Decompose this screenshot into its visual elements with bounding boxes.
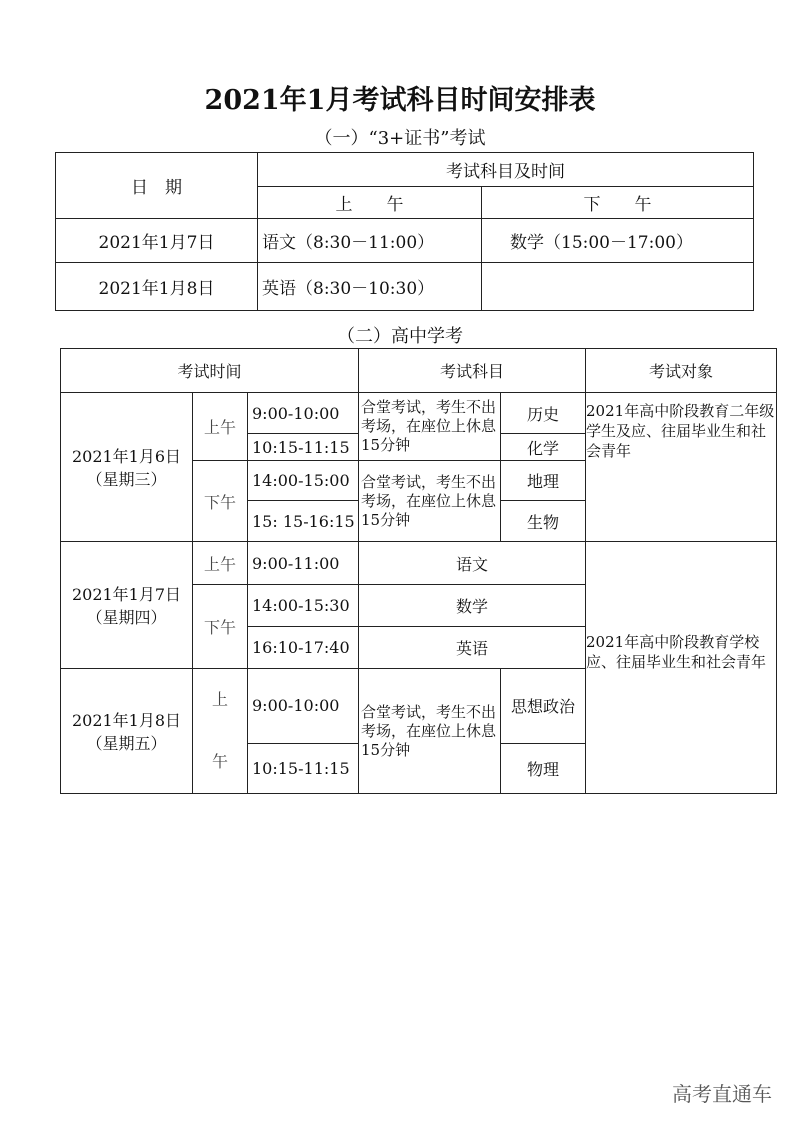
period-cell: 上午 xyxy=(193,393,248,461)
table-row xyxy=(56,263,754,311)
exam-table-xuekao xyxy=(60,348,777,794)
time-header: 考试时间 xyxy=(61,349,359,393)
watermark: 高考直通车 xyxy=(672,1082,772,1106)
date-cell: 2021年1月7日 xyxy=(56,219,258,263)
subject-cell: 数学 xyxy=(359,585,586,627)
period-cell: 上午 xyxy=(193,542,248,585)
note-cell: 合堂考试，考生不出考场，在座位上休息15分钟 xyxy=(359,461,501,542)
section1-heading: （一）“3+证书”考试 xyxy=(314,128,486,149)
am-cell: 语文（8:30－11:00） xyxy=(258,219,482,263)
exam-table-3plus xyxy=(55,152,754,311)
am-cell: 英语（8:30－10:30） xyxy=(258,263,482,311)
time-cell: 9:00-10:00 xyxy=(248,669,359,744)
time-cell: 16:10-17:40 xyxy=(248,627,359,669)
subjects-header: 考试科目及时间 xyxy=(258,153,754,187)
date-cell: 2021年1月8日 xyxy=(56,263,258,311)
subject-cell: 化学 xyxy=(501,434,586,461)
time-cell: 15: 15-16:15 xyxy=(248,501,359,542)
table-row xyxy=(56,219,754,263)
period-cell: 下午 xyxy=(193,461,248,542)
subject-cell: 物理 xyxy=(501,743,586,793)
time-cell: 14:00-15:30 xyxy=(248,585,359,627)
time-cell: 10:15-11:15 xyxy=(248,743,359,793)
date-header: 日 期 xyxy=(56,153,258,219)
subject-cell: 思想政治 xyxy=(501,669,586,744)
subject-cell: 生物 xyxy=(501,501,586,542)
target-header: 考试对象 xyxy=(586,349,777,393)
pm-cell xyxy=(482,263,754,311)
subject-header: 考试科目 xyxy=(359,349,586,393)
period-cell: 上 午 xyxy=(193,669,248,794)
period-cell: 下午 xyxy=(193,585,248,669)
note-cell: 合堂考试，考生不出考场，在座位上休息15分钟 xyxy=(359,669,501,794)
pm-cell: 数学（15:00－17:00） xyxy=(482,219,754,263)
date-cell: 2021年1月7日 （星期四） xyxy=(61,542,193,669)
target-cell: 2021年高中阶段教育二年级学生及应、往届毕业生和社会青年 xyxy=(586,393,777,542)
subject-cell: 历史 xyxy=(501,393,586,434)
subject-cell: 英语 xyxy=(359,627,586,669)
am-header: 上 午 xyxy=(258,187,482,219)
time-cell: 14:00-15:00 xyxy=(248,461,359,501)
subject-cell: 语文 xyxy=(359,542,586,585)
subject-cell: 地理 xyxy=(501,461,586,501)
time-cell: 10:15-11:15 xyxy=(248,434,359,461)
page-title: 2021年1月考试科目时间安排表 xyxy=(204,85,596,116)
note-cell: 合堂考试，考生不出考场，在座位上休息15分钟 xyxy=(359,393,501,461)
time-cell: 9:00-10:00 xyxy=(248,393,359,434)
target-cell: 2021年高中阶段教育学校应、往届毕业生和社会青年 xyxy=(586,542,777,794)
section2-heading: （二）高中学考 xyxy=(337,326,463,347)
time-cell: 9:00-11:00 xyxy=(248,542,359,585)
date-cell: 2021年1月6日 （星期三） xyxy=(61,393,193,542)
pm-header: 下 午 xyxy=(482,187,754,219)
date-cell: 2021年1月8日 （星期五） xyxy=(61,669,193,794)
